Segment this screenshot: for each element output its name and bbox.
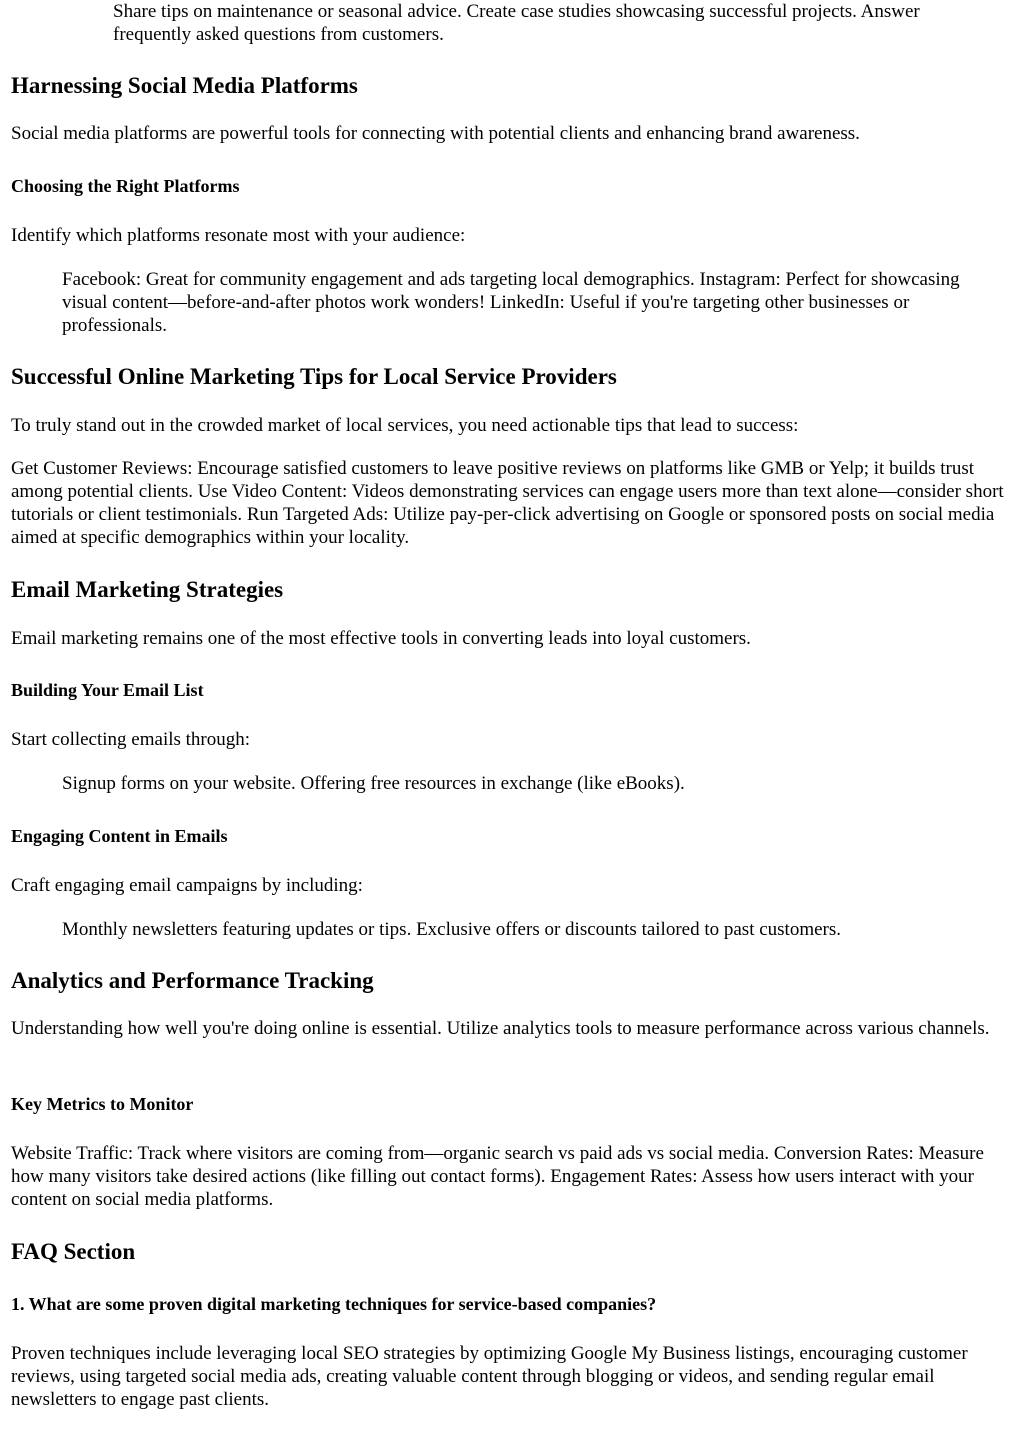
email-list-sources-text: Signup forms on your website. Offering free resources in exchange (like eBooks). bbox=[62, 773, 685, 794]
social-list bbox=[62, 268, 984, 337]
social-intro: Social media platforms are powerful tools for connecting with potential clients and enhancing brand awareness. bbox=[11, 123, 860, 144]
social-subheading: Choosing the Right Platforms bbox=[11, 176, 240, 196]
social-heading: Harnessing Social Media Platforms bbox=[11, 73, 358, 98]
analytics-heading: Analytics and Performance Tracking bbox=[11, 968, 374, 993]
tips-heading: Successful Online Marketing Tips for Local Service Providers bbox=[11, 364, 617, 389]
email-subheading-content: Engaging Content in Emails bbox=[11, 826, 228, 846]
tips-list: Get Customer Reviews: Encourage satisfied customers to leave positive reviews on platforms like GMB or Yelp; it builds trust among potential clients. Use Video Content: Videos demonstrating services can engage users more than text alone—consider short tutorials or client testimonials. Run Targeted Ads: Utilize pay-per-click advertising on Google or sponsored posts on social media aimed at specific demographics within your locality. bbox=[11, 458, 1004, 548]
email-list-content-text: Monthly newsletters featuring updates or tips. Exclusive offers or discounts tailored to past customers. bbox=[62, 919, 842, 940]
faq-question-1: 1. What are some proven digital marketing techniques for service-based companies? bbox=[11, 1294, 657, 1314]
social-lead: Identify which platforms resonate most with your audience: bbox=[11, 225, 466, 246]
email-list-sources bbox=[62, 772, 984, 795]
email-subheading-list: Building Your Email List bbox=[11, 680, 204, 700]
social-list-text: Facebook: Great for community engagement and ads targeting local demographics. Instagram: Perfect for showcasing visual content—before-and-after photos work wonders! LinkedIn: Useful if you're targeting other businesses or professionals. bbox=[62, 269, 960, 336]
analytics-subheading: Key Metrics to Monitor bbox=[11, 1094, 194, 1114]
email-intro: Email marketing remains one of the most effective tools in converting leads into loyal customers. bbox=[11, 628, 751, 649]
tips-intro: To truly stand out in the crowded market of local services, you need actionable tips that lead to success: bbox=[11, 415, 799, 436]
email-lead-content: Craft engaging email campaigns by including: bbox=[11, 875, 363, 896]
top-list-text: Share tips on maintenance or seasonal advice. Create case studies showcasing successful projects. Answer frequently asked questions from customers. bbox=[113, 1, 920, 45]
email-lead-list: Start collecting emails through: bbox=[11, 729, 251, 750]
top-list bbox=[113, 0, 964, 46]
email-heading: Email Marketing Strategies bbox=[11, 577, 284, 602]
faq-answer-1: Proven techniques include leveraging local SEO strategies by optimizing Google My Business listings, encouraging customer reviews, using targeted social media ads, creating valuable content through blogging or videos, and sending regular email newsletters to engage past clients. bbox=[11, 1343, 968, 1410]
email-list-content bbox=[62, 918, 984, 941]
faq-heading: FAQ Section bbox=[11, 1239, 136, 1264]
analytics-list: Website Traffic: Track where visitors are coming from—organic search vs paid ads vs social media. Conversion Rates: Measure how many visitors take desired actions (like filling out contact forms). Engagement Rates: Assess how users interact with your content on social media platforms. bbox=[11, 1143, 984, 1210]
analytics-intro: Understanding how well you're doing online is essential. Utilize analytics tools to measure performance across various channels. bbox=[11, 1018, 990, 1039]
